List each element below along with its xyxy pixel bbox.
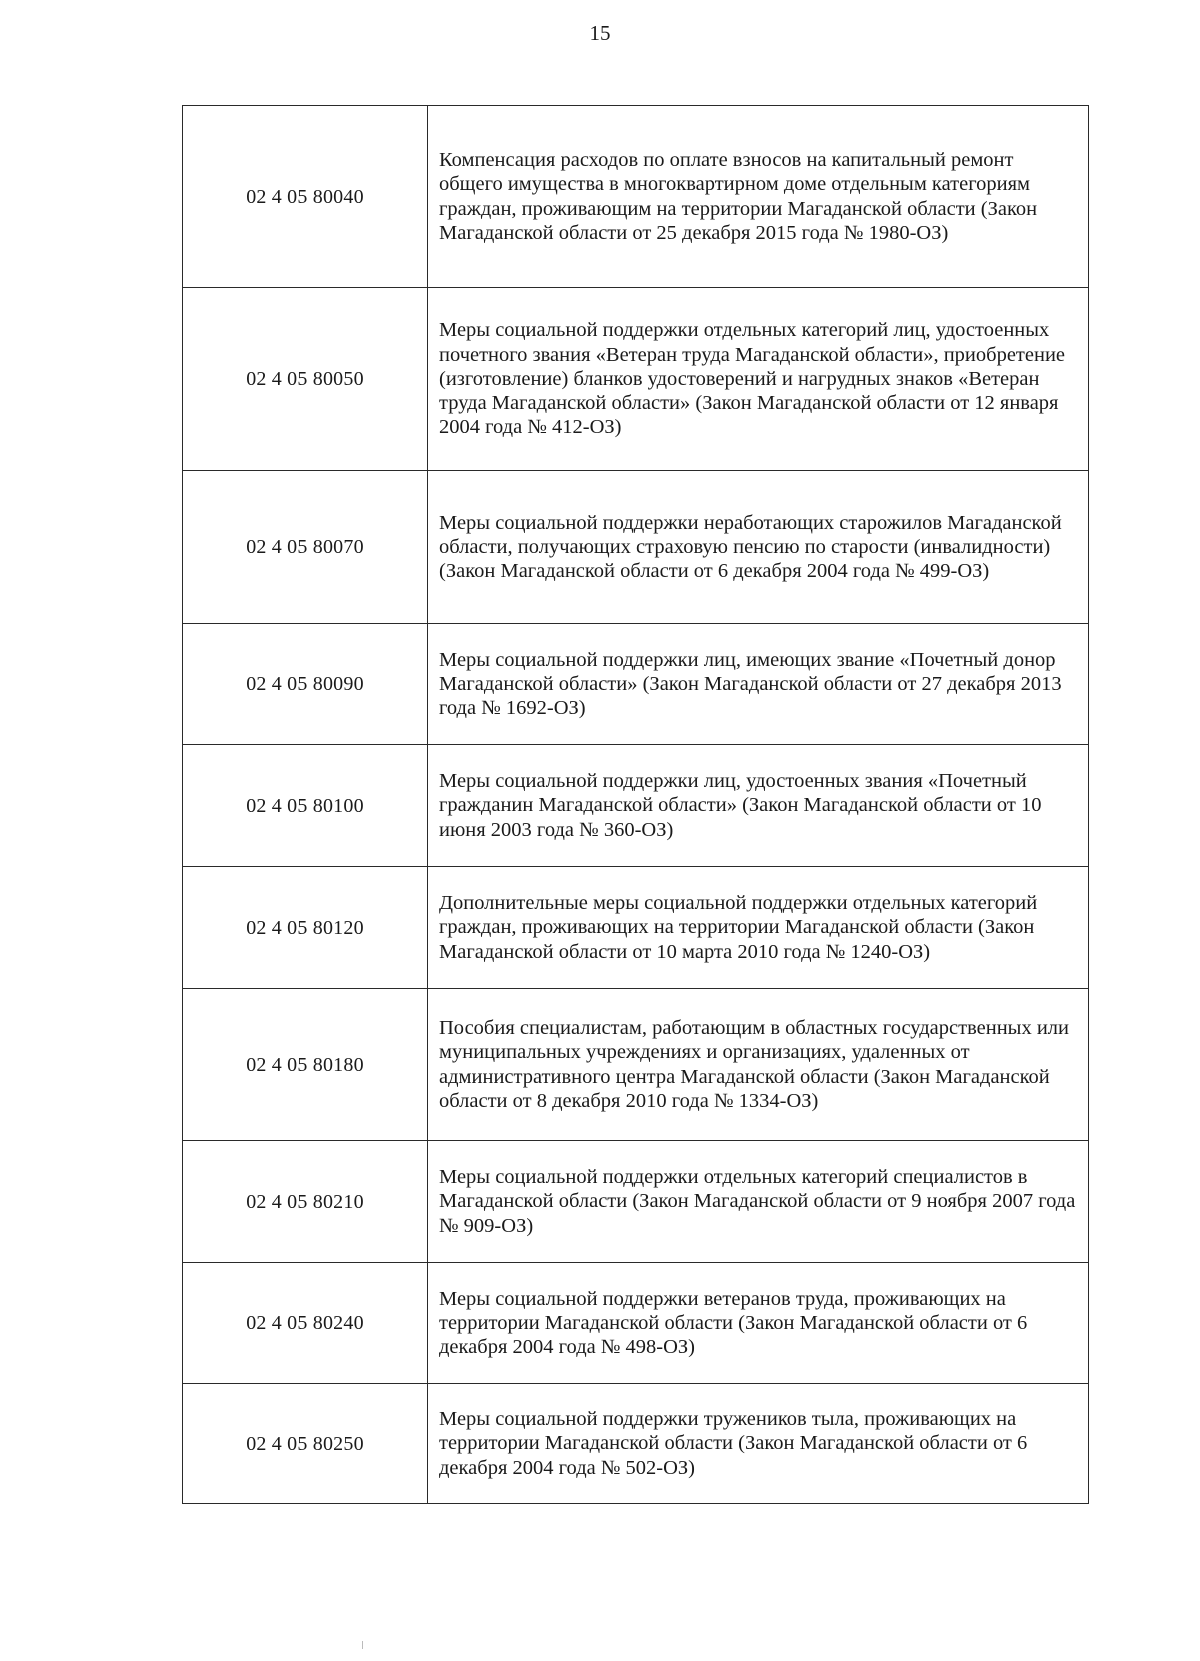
row-code: 02 4 05 80210 — [183, 1141, 428, 1263]
row-code: 02 4 05 80090 — [183, 624, 428, 745]
row-code: 02 4 05 80100 — [183, 745, 428, 867]
row-description: Меры социальной поддержки отдельных категорий лиц, удостоенных почетного звания «Ветеран труда Магаданской области», приобретение (изготовление) бланков удостоверений и нагрудных знаков «Ветеран труда Магаданской области» (Закон Магаданской области от 12 января 2004 года № 412-ОЗ) — [428, 288, 1089, 471]
row-code: 02 4 05 80120 — [183, 867, 428, 989]
row-code: 02 4 05 80180 — [183, 989, 428, 1141]
table-row — [183, 867, 1089, 989]
table-row — [183, 288, 1089, 471]
table-row — [183, 989, 1089, 1141]
page-number: 15 — [589, 21, 611, 45]
table-row — [183, 1263, 1089, 1384]
row-code: 02 4 05 80050 — [183, 288, 428, 471]
row-description: Дополнительные меры социальной поддержки отдельных категорий граждан, проживающих на территории Магаданской области (Закон Магаданской области от 10 марта 2010 года № 1240-ОЗ) — [428, 867, 1089, 989]
row-description: Пособия специалистам, работающим в областных государственных или муниципальных учреждениях и организациях, удаленных от административного центра Магаданской области (Закон Магаданской области от 8 декабря 2010 года № 1334-ОЗ) — [428, 989, 1089, 1141]
table-row — [183, 471, 1089, 624]
row-description: Меры социальной поддержки отдельных категорий специалистов в Магаданской области (Закон Магаданской области от 9 ноября 2007 года № 909-ОЗ) — [428, 1141, 1089, 1263]
budget-code-table — [182, 105, 1089, 1504]
row-description: Меры социальной поддержки лиц, имеющих звание «Почетный донор Магаданской области» (Закон Магаданской области от 27 декабря 2013 года № 1692-ОЗ) — [428, 624, 1089, 745]
row-description: Компенсация расходов по оплате взносов на капитальный ремонт общего имущества в многоквартирном доме отдельным категориям граждан, проживающим на территории Магаданской области (Закон Магаданской области от 25 декабря 2015 года № 1980-ОЗ) — [428, 106, 1089, 288]
row-code: 02 4 05 80070 — [183, 471, 428, 624]
row-code: 02 4 05 80250 — [183, 1384, 428, 1504]
table-row — [183, 106, 1089, 288]
row-code: 02 4 05 80240 — [183, 1263, 428, 1384]
row-description: Меры социальной поддержки тружеников тыла, проживающих на территории Магаданской области (Закон Магаданской области от 6 декабря 2004 года № 502-ОЗ) — [428, 1384, 1089, 1504]
scan-artifact-mark — [362, 1641, 363, 1649]
table-row — [183, 1141, 1089, 1263]
row-code: 02 4 05 80040 — [183, 106, 428, 288]
table-row — [183, 745, 1089, 867]
row-description: Меры социальной поддержки лиц, удостоенных звания «Почетный гражданин Магаданской области» (Закон Магаданской области от 10 июня 2003 года № 360-ОЗ) — [428, 745, 1089, 867]
table-row — [183, 624, 1089, 745]
row-description: Меры социальной поддержки неработающих старожилов Магаданской области, получающих страховую пенсию по старости (инвалидности) (Закон Магаданской области от 6 декабря 2004 года № 499-ОЗ) — [428, 471, 1089, 624]
table-row — [183, 1384, 1089, 1504]
row-description: Меры социальной поддержки ветеранов труда, проживающих на территории Магаданской области (Закон Магаданской области от 6 декабря 2004 года № 498-ОЗ) — [428, 1263, 1089, 1384]
